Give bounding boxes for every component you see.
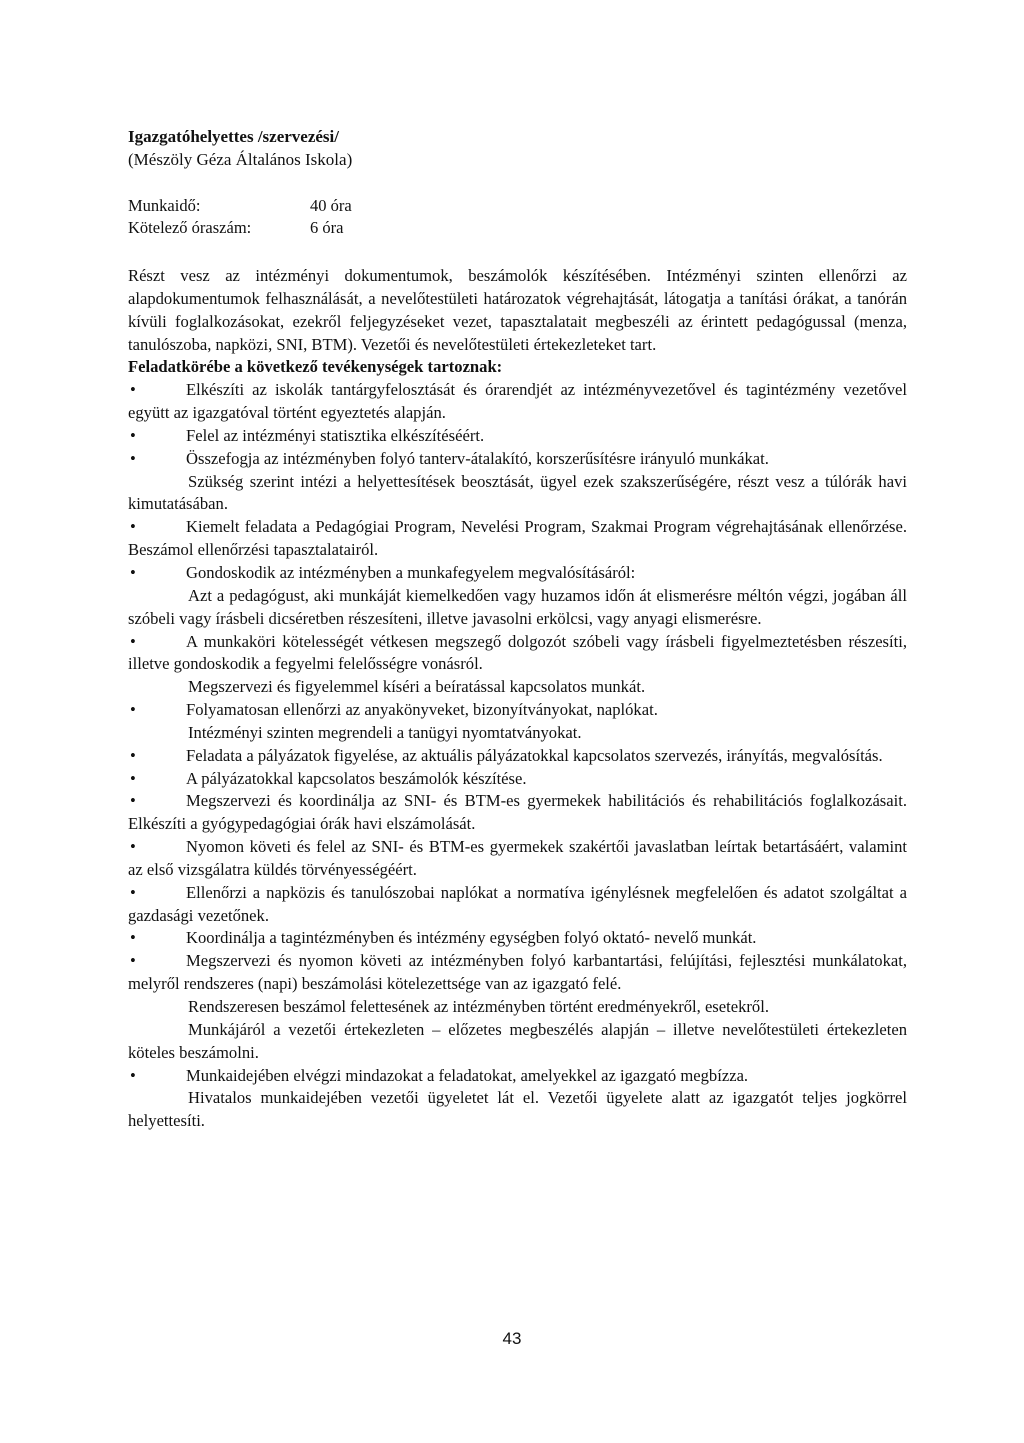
bullet-item: • Koordinálja a tagintézményben és intézmény egységben folyó oktató- nevelő munkát.: [128, 927, 907, 950]
indented-paragraph: Megszervezi és figyelemmel kíséri a beíratással kapcsolatos munkát.: [188, 677, 646, 697]
indented-paragraph: Intézményi szinten megrendeli a tanügyi nyomtatványokat.: [188, 722, 582, 742]
mandatory-hours-label: Kötelező óraszám:: [128, 218, 252, 237]
bullet-item: • A pályázatokkal kapcsolatos beszámolók készítése.: [128, 768, 907, 791]
bullet-item: • Gondoskodik az intézményben a munkafegyelem megvalósításáról:: [128, 562, 907, 585]
bullet-item: • Feladata a pályázatok figyelése, az aktuális pályázatokkal kapcsolatos szervezés, irányítás, megvalósítás.: [128, 745, 907, 768]
document-subtitle: (Mészöly Géza Általános Iskola): [128, 150, 353, 169]
bullet-item: • Munkaidejében elvégzi mindazokat a feladatokat, amelyekkel az igazgató megbízza.: [128, 1065, 907, 1088]
mandatory-hours-row: [128, 217, 352, 239]
document-body: [128, 265, 907, 1133]
bullet-item: • A munkaköri kötelességét vétkesen megszegő dolgozót szóbeli vagy írásbeli figyelmeztetésben részesíti, illetve gondoskodik a fegyelmi felelősségre vonásról.: [128, 631, 907, 677]
work-hours-row: [128, 195, 352, 217]
task-list: [128, 379, 907, 1133]
bullet-item: • Megszervezi és nyomon követi az intézményben folyó karbantartási, felújítási, fejlesztési munkálatokat, melyről rendszeres (napi) beszámolási kötelezettsége van az igazgató felé.: [128, 950, 907, 996]
bullet-item: • Megszervezi és koordinálja az SNI- és BTM-es gyermekek habilitációs és rehabilitációs foglalkozásait. Elkészíti a gyógypedagógiai órák havi elszámolását.: [128, 790, 907, 836]
indented-paragraph: Szükség szerint intézi a helyettesítések beosztását, ügyel ezek szakszerűségére, részt vesz a túlórák havi kimutatásában.: [128, 471, 907, 514]
work-hours-value: 40 óra: [310, 196, 352, 215]
page-number: 43: [502, 1329, 522, 1348]
bullet-item: • Folyamatosan ellenőrzi az anyakönyveket, bizonyítványokat, naplókat.: [128, 699, 907, 722]
indented-paragraph: Azt a pedagógust, aki munkáját kiemelkedően vagy huzamos időn át elismerésre méltón végzi, jogában áll szóbeli vagy írásbeli dicséretben részesíteni, illetve javasolni erkölcsi, vagy anyagi elismerésre.: [128, 585, 907, 628]
tasks-heading: Feladatkörébe a következő tevékenységek tartoznak:: [128, 357, 503, 377]
work-hours-block: [128, 195, 352, 239]
work-hours-label: Munkaidő:: [128, 196, 201, 215]
bullet-item: • Kiemelt feladata a Pedagógiai Program, Nevelési Program, Szakmai Program végrehajtásának ellenőrzése. Beszámol ellenőrzési tapasztalatairól.: [128, 516, 907, 562]
document-title: Igazgatóhelyettes /szervezési/: [128, 127, 339, 146]
bullet-item: • Összefogja az intézményben folyó tanterv-átalakító, korszerűsítésre irányuló munkákat.: [128, 448, 907, 471]
indented-paragraph: Munkájáról a vezetői értekezleten – előzetes megbeszélés alapján – illetve nevelőtestületi értekezleten köteles beszámolni.: [128, 1019, 907, 1062]
indented-paragraph: Rendszeresen beszámol felettesének az intézményben történt eredményekről, esetekről.: [188, 997, 769, 1016]
intro-paragraph: Részt vesz az intézményi dokumentumok, beszámolók készítésében. Intézményi szinten ellenőrzi az alapdokumentumok felhasználását, a nevelőtestületi határozatok végrehajtását, látogatja a tanítási órákat, a tanórán kívüli foglalkozásokat, ezekről feljegyzéseket vezet, tapasztalatait megbeszéli az érintett pedagógussal (menza, tanulószoba, napközi, SNI, BTM). Vezetői és nevelőtestületi értekezleteket tart.: [128, 266, 907, 354]
bullet-item: • Ellenőrzi a napközis és tanulószobai naplókat a normatíva igénylésnek megfelelően és adatot szolgáltat a gazdasági vezetőnek.: [128, 882, 907, 928]
bullet-item: • Elkészíti az iskolák tantárgyfelosztását és órarendjét az intézményvezetővel és tagintézmény vezetővel együtt az igazgatóval történt egyeztetés alapján.: [128, 379, 907, 425]
mandatory-hours-value: 6 óra: [310, 218, 344, 237]
bullet-item: • Felel az intézményi statisztika elkészítéséért.: [128, 425, 907, 448]
indented-paragraph: Hivatalos munkaidejében vezetői ügyeletet lát el. Vezetői ügyelete alatt az igazgatót teljes jogkörrel helyettesíti.: [128, 1088, 907, 1131]
bullet-item: • Nyomon követi és felel az SNI- és BTM-es gyermekek szakértői javaslatban leírtak betartásáért, valamint az első vizsgálatra küldés törvényességéért.: [128, 836, 907, 882]
